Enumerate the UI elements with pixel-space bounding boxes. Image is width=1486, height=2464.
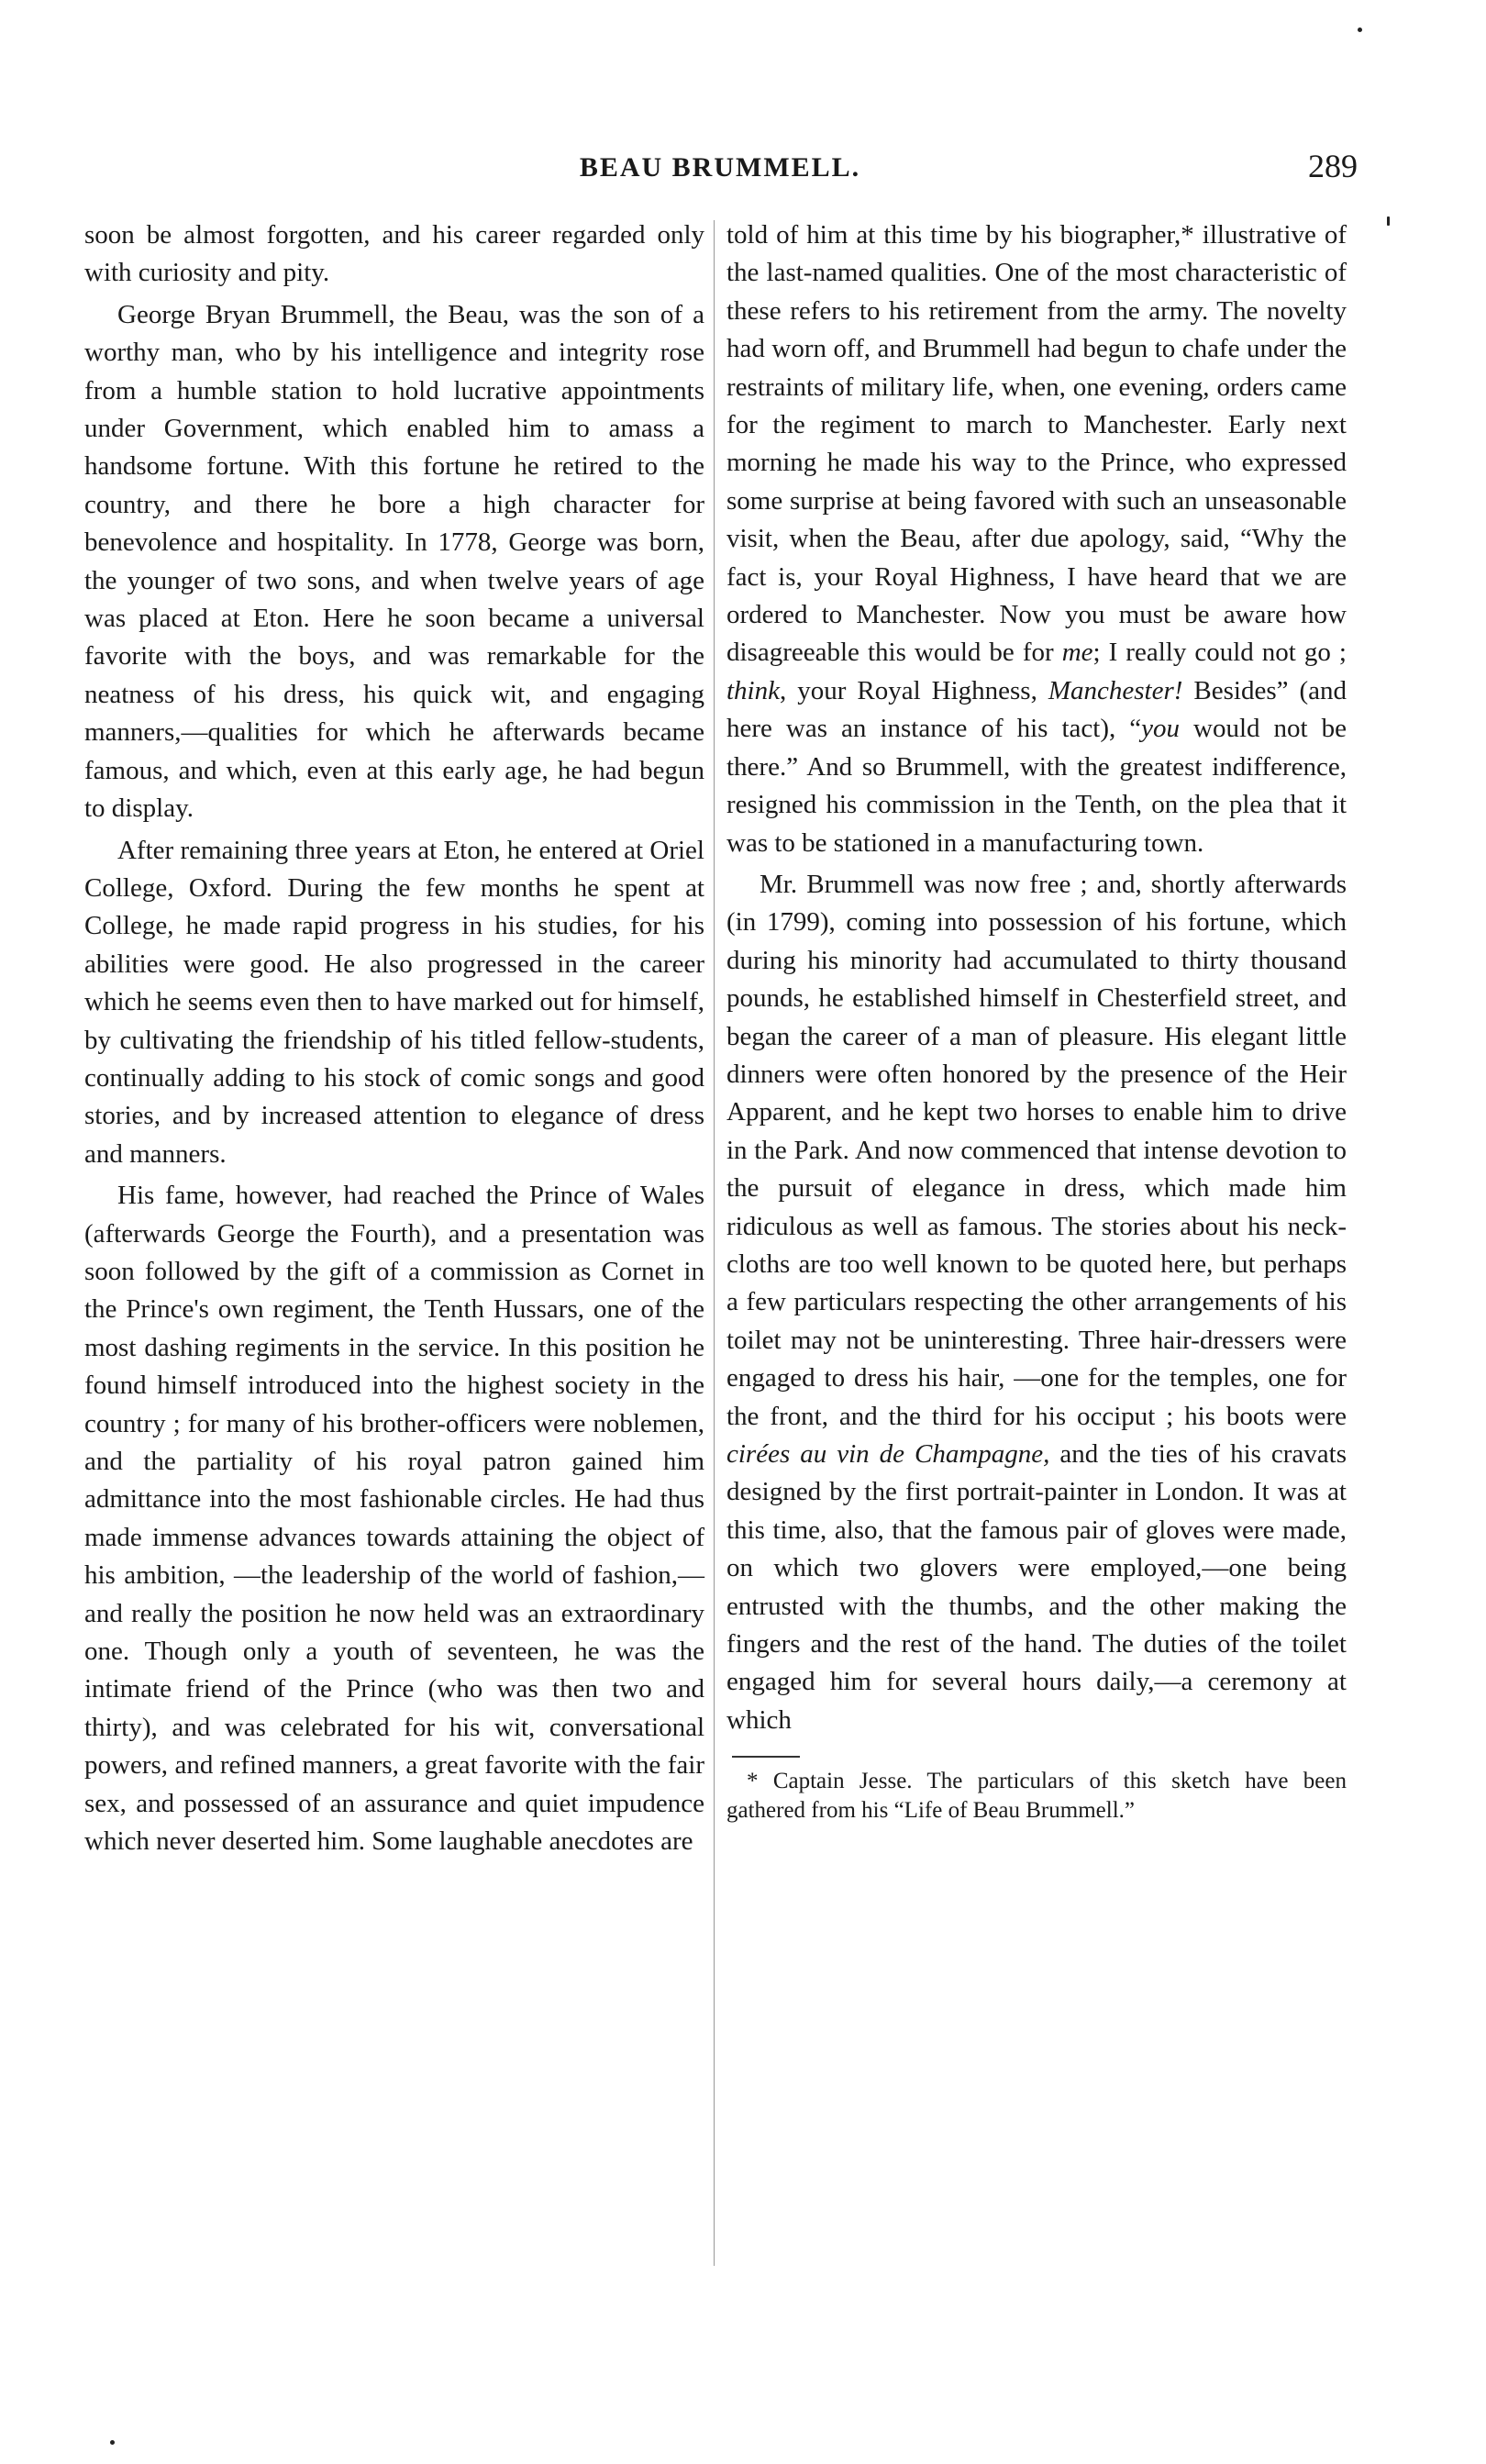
paragraph-continuation: soon be almost forgotten, and his career regarded only with curiosity and pity. (84, 220, 704, 288)
left-column (84, 216, 704, 1860)
right-column (726, 216, 1347, 1826)
paragraph-man-of-pleasure (726, 866, 1347, 1739)
paragraph-oxford: After remaining three years at Eton, he entered at Oriel College, Oxford. During the few months he spent at College, he made rapid progress in his studies, for his abilities were good. He also progressed in the career which he seems even then to have marked out for himself, by cultivating the friendship of his titled fellow-students, continually adding to his stock of comic songs and good stories, and by increased attention to elegance of dress and manners. (84, 835, 704, 1169)
text-run: ; I really could not go ; (1092, 638, 1347, 668)
text-run: Besides” (and here was an instance of his tact), “ (726, 675, 1347, 744)
print-speck (110, 2440, 115, 2445)
italic-run: me (1061, 638, 1093, 668)
text-run: told of him at this time by his biographer,* illustrative of the last-named qualities. One of the most characteristic of these refers to his retirement from the army. The novelty had worn off, and Brummell had begun to chafe under the restraints of military life, when, one evening, orders came for the regiment to march to Manchester. Early next morning he made his way to the Prince, who expressed some surprise at being favored with such an unseasonable visit, when the Beau, after due apology, said, “Why the fact is, your Royal Highness, I have heard that we are ordered to Manchester. Now you must be aware how disagreeable this would be for (726, 220, 1347, 668)
italic-run: think (726, 675, 780, 705)
italic-run: you (1141, 714, 1181, 744)
column-divider (714, 220, 715, 2266)
print-speck (1358, 28, 1362, 32)
text-run: would not be there.” And so Brummell, with the greatest indifference, resigned his commission in the Tenth, on the plea that it was to be stationed in a manufacturing town. (726, 714, 1347, 858)
paragraph-manchester-anecdote (726, 216, 1347, 862)
paragraph-prince-of-wales: His fame, however, had reached the Prince of Wales (afterwards George the Fourth), and a presentation was soon followed by the gift of a commission as Cornet in the Prince's own regiment, the Tenth Hussars, one of the most dashing regiments in the service. In this position he found himself introduced into the highest society in the country ; for many of his brother-officers were noblemen, and the partiality of his royal patron gained him admittance into the most fashionable circles. He had thus made immense advances towards attaining the object of his ambition, —the leadership of the world of fashion,— and really the position he now held was an extraordinary one. Though only a youth of seventeen, he was the intimate friend of the Prince (who was then two and thirty), and was celebrated for his wit, conversational powers, and refined manners, a great favorite with the fair sex, and possessed of an assurance and quiet impudence which never deserted him. Some laughable anecdotes are (84, 1181, 704, 1857)
page-number: 289 (1308, 148, 1358, 184)
footnote-rule (732, 1756, 800, 1758)
footnote: * Captain Jesse. The particulars of this sketch have been gathered from his “Life of Beau Brummell.” (726, 1769, 1347, 1824)
paragraph-family-background: George Bryan Brummell, the Beau, was the son of a worthy man, who by his intelligence and integrity rose from a humble station to hold lucrative appointments under Government, which enabled him to amass a handsome fortune. With this fortune he retired to the country, and there he bore a high character for benevolence and hospitality. In 1778, George was born, the younger of two sons, and when twelve years of age was placed at Eton. Here he soon became a universal favorite with the boys, and was remarkable for the neatness of his dress, his quick wit, and engaging manners,—qualities for which he afterwards became famous, and which, even at this early age, he had begun to display. (84, 299, 704, 824)
text-run: , your Royal Highness, (780, 675, 1037, 705)
italic-run: cirées au vin de Champagne, (726, 1439, 1050, 1469)
text-run: Mr. Brummell was now free ; and, shortly afterwards (in 1799), coming into possession of his fortune, which during his minority had accumulated to thirty thousand pounds, he established himself in Chesterfield street, and began the career of a man of pleasure. His elegant little dinners were often honored by the presence of the Heir Apparent, and he kept two horses to enable him to drive in the Park. And now commenced that intense devotion to the pursuit of elegance in dress, which made him ridiculous as well as famous. The stories about his neck-cloths are too well known to be quoted here, but perhaps a few particulars respecting the other arrangements of his toilet may not be uninteresting. Three hair-dressers were engaged to dress his hair, —one for the temples, one for the front, and the third for his occiput ; his boots were (726, 869, 1347, 1431)
print-speck (1387, 216, 1390, 226)
italic-run: Manchester! (1048, 675, 1183, 705)
running-title: BEAU BRUMMELL. (579, 152, 861, 183)
text-run: and the ties of his cravats designed by the first portrait-painter in London. It was at this time, also, that the famous pair of gloves were made, on which two glovers were employed,—one being entrusted with the thumbs, and the other making the fingers and the rest of the hand. The duties of the toilet engaged him for several hours daily,—a ceremony at which (726, 1439, 1347, 1735)
running-head (83, 147, 1358, 193)
